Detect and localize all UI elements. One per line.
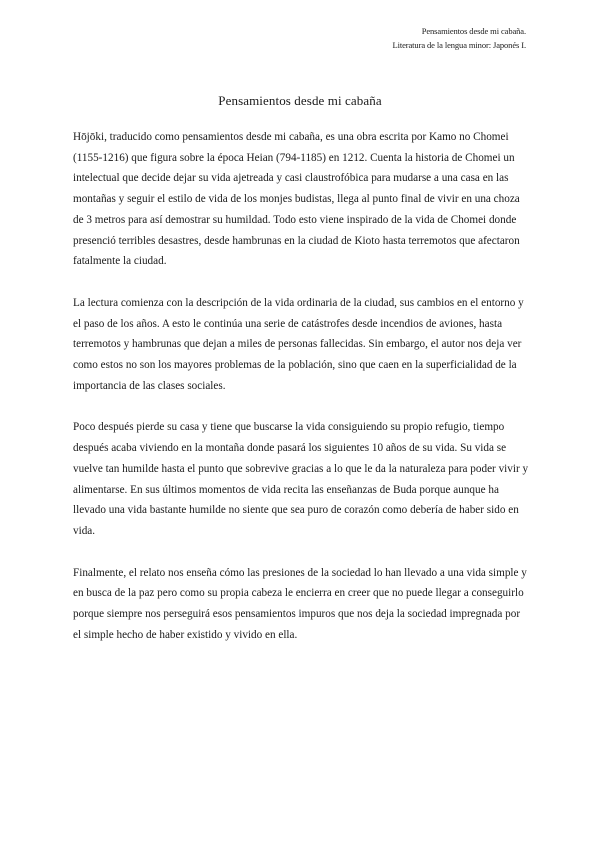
paragraph-2: La lectura comienza con la descripción de la vida ordinaria de la ciudad, sus cambios en el entorno y el paso de los años. A esto le continúa una serie de catástrofes desde incendios de aviones, hasta terremotos y hambrunas que dejan a miles de personas fallecidas. Sin embargo, el autor nos deja ver como estos no son los mayores problemas de la población, sino que caen en la superficialidad de la importancia de las clases sociales. [73,296,524,392]
paragraph-1: Hōjōki, traducido como pensamientos desde mi cabaña, es una obra escrita por Kamo no Chomei (1155-1216) que figura sobre la época Heian (794-1185) en 1212. Cuenta la historia de Chomei un intelectual que decide dejar su vida ajetreada y casi claustrofóbica para mudarse a una casa en las montañas y seguir el estilo de vida de los monjes budistas, llega al punto final de vivir en una choza de 3 metros para así demostrar su humildad. Todo esto viene inspirado de la vida de Chomei donde presenció terribles desastres, desde hambrunas en la ciudad de Kioto hasta terremotos que afectaron fatalmente la ciudad. [73,131,520,268]
header-line-course: Literatura de la lengua minor: Japonés I. [392,40,526,50]
document-body [73,127,529,666]
paragraph-4: Finalmente, el relato nos enseña cómo las presiones de la sociedad lo han llevado a una vida simple y en busca de la paz pero como su propia cabeza le encierra en creer que no puede llegar a conseguirlo porque siempre nos perseguirá esos pensamientos impuros que nos deja la sociedad impregnada por el simple hecho de haber existido y vivido en ella. [73,566,527,641]
header-line-title: Pensamientos desde mi cabaña. [421,26,526,36]
running-header [392,24,526,52]
document-title: Pensamientos desde mi cabaña [218,93,382,108]
paragraph-3: Poco después pierde su casa y tiene que buscarse la vida consiguiendo su propio refugio, tiempo después acaba viviendo en la montaña donde pasará los siguientes 10 años de su vida. Su vida se vuelve tan humilde hasta el punto que sobrevive gracias a lo que le da la naturaleza para poder vivir y alimentarse. En sus últimos momentos de vida recita las enseñanzas de Buda porque aunque ha llevado una vida bastante humilde no siente que sea puro de corazón como debería de haber sido en vida. [73,421,529,537]
